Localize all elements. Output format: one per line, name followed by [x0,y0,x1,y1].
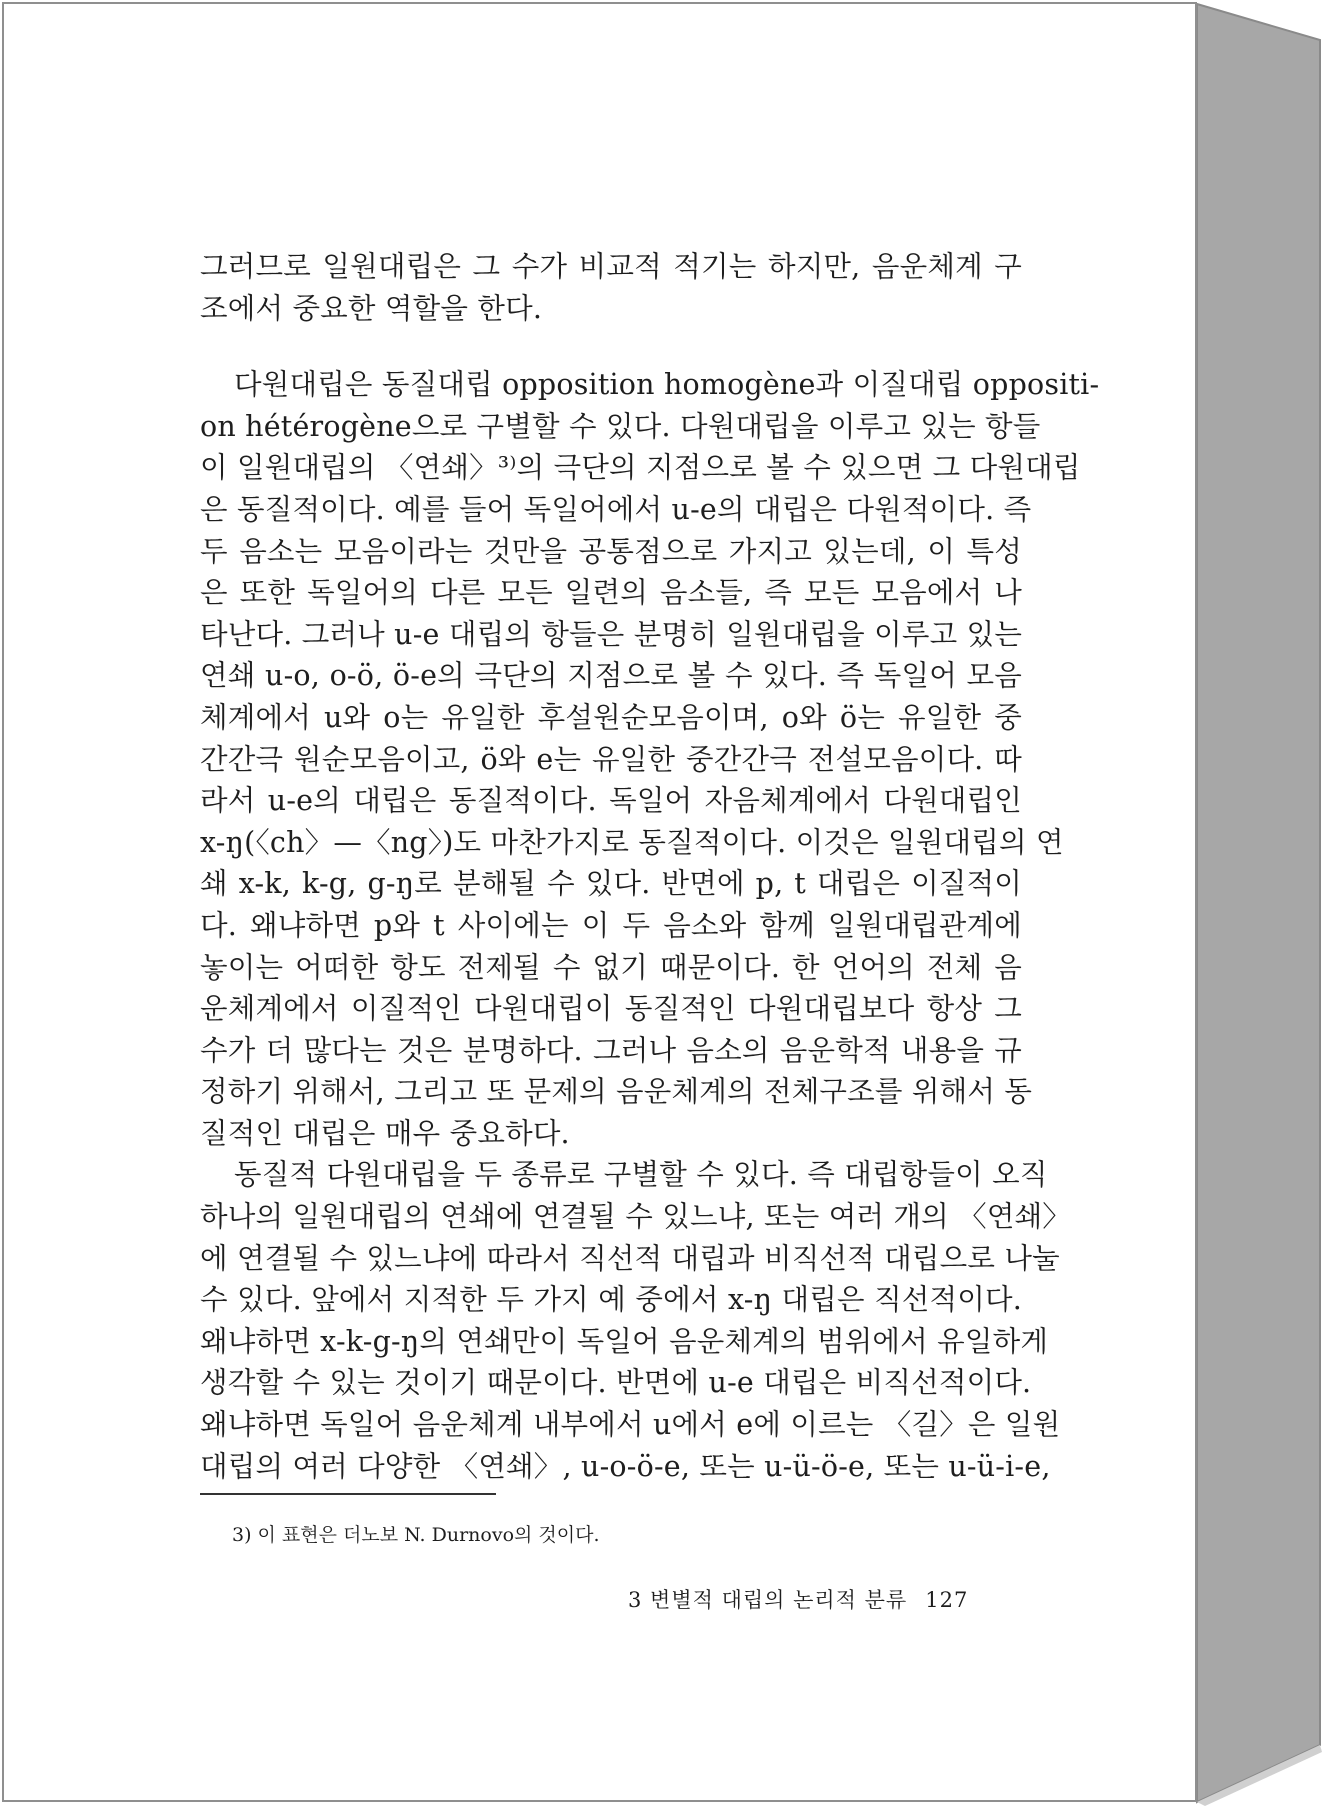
running-footer [628,1584,968,1614]
text-line: 다. 왜냐하면 p와 t 사이에는 이 두 음소와 함께 일원대립관계에 [200,908,1022,942]
text-line: x-ŋ(〈ch〉—〈ng〉)도 마찬가지로 동질적이다. 이것은 일원대립의 연 [200,825,1064,859]
text-line: 그러므로 일원대립은 그 수가 비교적 적기는 하지만, 음운체계 구 [200,250,1022,283]
text-line: 에 연결될 수 있느냐에 따라서 직선적 대립과 비직선적 대립으로 나눌 [200,1241,1060,1275]
text-line: 체계에서 u와 o는 유일한 후설원순모음이며, o와 ö는 유일한 중 [200,700,1022,734]
text-line: 라서 u-e의 대립은 동질적이다. 독일어 자음체계에서 다원대립인 [200,784,1022,818]
paragraph-3 [200,1154,1072,1487]
page-number: 127 [925,1588,969,1612]
footnote-divider [200,1493,496,1495]
text-line: 간간극 원순모음이고, ö와 e는 유일한 중간간극 전설모음이다. 따 [200,742,1022,776]
text-line: 타난다. 그러나 u-e 대립의 항들은 분명히 일원대립을 이루고 있는 [200,617,1023,651]
text-line: 두 음소는 모음이라는 것만을 공통점으로 가지고 있는데, 이 특성 [200,534,1022,568]
text-line: 하나의 일원대립의 연쇄에 연결될 수 있느냐, 또는 여러 개의 〈연쇄〉 [200,1200,1072,1234]
text-line: 연쇄 u-o, o-ö, ö-e의 극단의 지점으로 볼 수 있다. 즉 독일어 모음 [200,659,1022,693]
body-text [200,246,1100,1487]
text-line: 다원대립은 동질대립 opposition homogène과 이질대립 oppositi- [234,368,1100,402]
text-line: 놓이는 어떠한 항도 전제될 수 없기 때문이다. 한 언어의 전체 음 [200,950,1022,984]
text-line: on hétérogène으로 구별할 수 있다. 다원대립을 이루고 있는 항들 [200,409,1041,443]
text-line: 이 일원대립의 〈연쇄〉³⁾의 극단의 지점으로 볼 수 있으면 그 다원대립 [200,451,1081,485]
text-line: 수가 더 많다는 것은 분명하다. 그러나 음소의 음운학적 내용을 규 [200,1033,1022,1067]
text-line: 운체계에서 이질적인 다원대립이 동질적인 다원대립보다 항상 그 [200,992,1022,1026]
paragraph-1 [200,246,1022,329]
text-line: 정하기 위해서, 그리고 또 문제의 음운체계의 전체구조를 위해서 동 [200,1075,1033,1109]
text-line: 은 동질적이다. 예를 들어 독일어에서 u-e의 대립은 다원적이다. 즉 [200,492,1032,526]
text-line: 은 또한 독일어의 다른 모든 일련의 음소들, 즉 모든 모음에서 나 [200,576,1022,610]
text-line: 생각할 수 있는 것이기 때문이다. 반면에 u-e 대립은 비직선적이다. [200,1366,1032,1400]
text-line: 조에서 중요한 역할을 한다. [200,291,543,325]
text-line: 질적인 대립은 매우 중요하다. [200,1116,570,1150]
text-line: 동질적 다원대립을 두 종류로 구별할 수 있다. 즉 대립항들이 오직 [234,1158,1048,1192]
text-line: 수 있다. 앞에서 지적한 두 가지 예 중에서 x-ŋ 대립은 직선적이다. [200,1283,1022,1317]
footnote: 3) 이 표현은 더노보 N. Durnovo의 것이다. [232,1524,600,1546]
text-line: 왜냐하면 독일어 음운체계 내부에서 u에서 e에 이르는 〈길〉은 일원 [200,1408,1061,1442]
text-line: 왜냐하면 x-k-g-ŋ의 연쇄만이 독일어 음운체계의 범위에서 유일하게 [200,1324,1049,1358]
text-line: 대립의 여러 다양한 〈연쇄〉, u-o-ö-e, 또는 u-ü-ö-e, 또는 u-ü-i-e, [200,1449,1051,1483]
text-line: 쇄 x-k, k-g, g-ŋ로 분해될 수 있다. 반면에 p, t 대립은 이질적이 [200,867,1022,901]
running-head: 3 변별적 대립의 논리적 분류 [628,1588,908,1612]
paragraph-2 [200,364,1100,1154]
